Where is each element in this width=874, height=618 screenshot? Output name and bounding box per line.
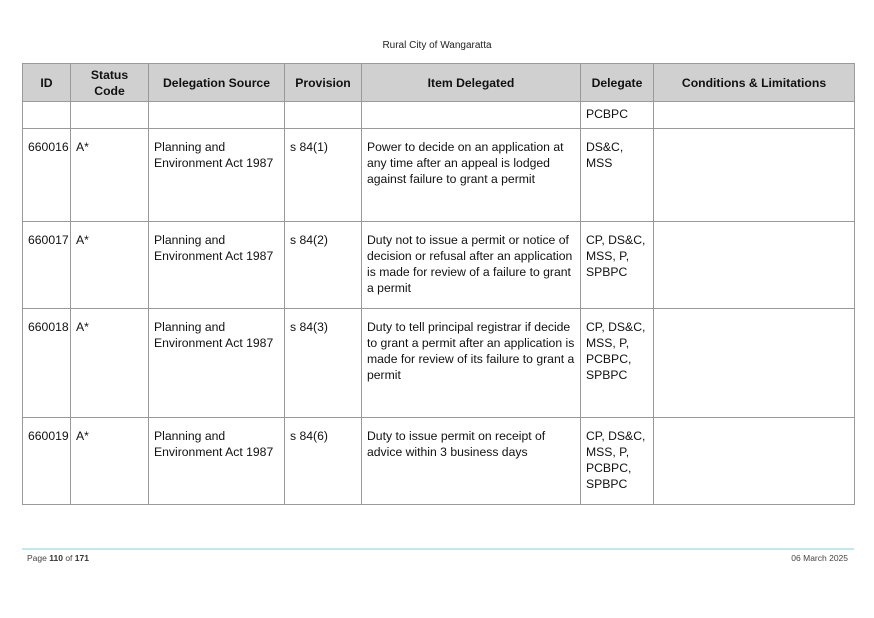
column-header-delegation-source: Delegation Source <box>149 64 285 102</box>
cell-empty <box>654 102 855 129</box>
table-header-row <box>23 64 855 102</box>
table-row <box>23 309 855 418</box>
page-prefix: Page <box>27 553 47 563</box>
cell-provision: s 84(6) <box>285 418 362 505</box>
document-header-title: Rural City of Wangaratta <box>382 40 492 51</box>
cell-empty <box>285 102 362 129</box>
page-number <box>27 553 89 563</box>
cell-provision: s 84(3) <box>285 309 362 418</box>
cell-delegate: PCBPC <box>581 102 654 129</box>
cell-conditions <box>654 418 855 505</box>
cell-id: 660018 <box>23 309 71 418</box>
cell-provision: s 84(2) <box>285 222 362 309</box>
cell-status-code: A* <box>71 222 149 309</box>
cell-empty <box>149 102 285 129</box>
table-row <box>23 418 855 505</box>
cell-delegate: DS&C, MSS <box>581 129 654 222</box>
cell-id: 660016 <box>23 129 71 222</box>
cell-item-delegated: Power to decide on an application at any time after an appeal is lodged against failure to grant a permit <box>362 129 581 222</box>
column-header-item-delegated: Item Delegated <box>362 64 581 102</box>
footer-divider <box>22 548 854 550</box>
cell-provision: s 84(1) <box>285 129 362 222</box>
cell-delegate: CP, DS&C, MSS, P, SPBPC <box>581 222 654 309</box>
cell-delegation-source: Planning and Environment Act 1987 <box>149 222 285 309</box>
table-row <box>23 222 855 309</box>
cell-empty <box>71 102 149 129</box>
cell-status-code: A* <box>71 418 149 505</box>
cell-delegation-source: Planning and Environment Act 1987 <box>149 309 285 418</box>
cell-status-code: A* <box>71 129 149 222</box>
column-header-id: ID <box>23 64 71 102</box>
column-header-conditions-limitations: Conditions & Limitations <box>654 64 855 102</box>
delegation-table <box>22 63 855 505</box>
page-current: 110 <box>49 553 63 563</box>
cell-conditions <box>654 309 855 418</box>
cell-id: 660017 <box>23 222 71 309</box>
cell-id: 660019 <box>23 418 71 505</box>
table-row <box>23 129 855 222</box>
cell-empty <box>362 102 581 129</box>
column-header-delegate: Delegate <box>581 64 654 102</box>
cell-item-delegated: Duty to tell principal registrar if decide to grant a permit after an application is made for review of its failure to grant a permit <box>362 309 581 418</box>
table-row-continuation <box>23 102 855 129</box>
cell-delegate: CP, DS&C, MSS, P, PCBPC, SPBPC <box>581 309 654 418</box>
page-of: of <box>65 553 73 563</box>
page-total: 171 <box>74 553 89 563</box>
column-header-status-code: Status Code <box>71 64 149 102</box>
cell-delegation-source: Planning and Environment Act 1987 <box>149 418 285 505</box>
column-header-provision: Provision <box>285 64 362 102</box>
cell-item-delegated: Duty not to issue a permit or notice of decision or refusal after an application is made for review of a failure to grant a permit <box>362 222 581 309</box>
cell-delegate: CP, DS&C, MSS, P, PCBPC, SPBPC <box>581 418 654 505</box>
cell-conditions <box>654 222 855 309</box>
cell-status-code: A* <box>71 309 149 418</box>
footer-date: 06 March 2025 <box>791 553 848 563</box>
cell-delegation-source: Planning and Environment Act 1987 <box>149 129 285 222</box>
cell-item-delegated: Duty to issue permit on receipt of advice within 3 business days <box>362 418 581 505</box>
cell-conditions <box>654 129 855 222</box>
cell-empty <box>23 102 71 129</box>
